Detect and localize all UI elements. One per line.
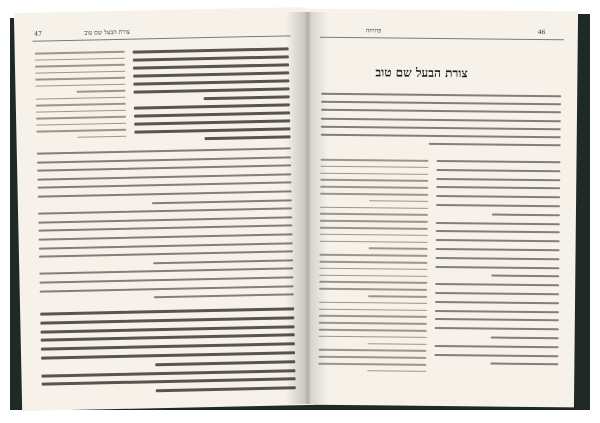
- text-line: [435, 345, 559, 348]
- right-running-head: פתיחה: [365, 27, 382, 35]
- text-line: [318, 349, 426, 352]
- text-line: [320, 220, 428, 223]
- text-line: [36, 109, 126, 112]
- text-line: [39, 250, 293, 257]
- text-line: [133, 55, 289, 61]
- text-line: [320, 206, 428, 209]
- text-line: [41, 325, 295, 333]
- text-line: [133, 71, 289, 77]
- text-line: [435, 292, 559, 295]
- text-line: [35, 51, 125, 54]
- right-intro-text: [306, 9, 578, 12]
- text-line: [39, 233, 293, 240]
- text-line: [319, 322, 427, 325]
- text-line: [205, 135, 291, 140]
- text-line: [40, 307, 294, 315]
- text-line: [435, 257, 559, 260]
- text-line: [204, 95, 290, 100]
- left-footnote-column: [14, 7, 306, 13]
- text-line: [319, 315, 427, 318]
- text-line: [436, 186, 560, 189]
- text-line: [436, 230, 560, 233]
- text-line: [133, 47, 289, 53]
- text-line: [77, 135, 127, 138]
- text-line: [37, 156, 291, 163]
- right-main-column: [306, 9, 578, 12]
- text-line: [36, 96, 126, 99]
- text-line: [320, 166, 428, 169]
- text-line: [319, 281, 427, 284]
- text-line: [319, 329, 427, 332]
- text-line: [436, 195, 560, 198]
- text-line: [435, 283, 559, 286]
- text-line: [134, 103, 290, 109]
- text-line: [36, 103, 126, 106]
- right-commentary-column: [306, 9, 578, 12]
- text-line: [436, 160, 560, 163]
- text-line: [490, 337, 558, 340]
- left-body-text: [14, 7, 306, 13]
- book-gutter-shadow: [286, 12, 328, 404]
- text-line: [319, 274, 427, 277]
- text-line: [35, 83, 125, 86]
- text-line: [156, 386, 296, 392]
- text-line: [435, 327, 559, 330]
- text-line: [321, 109, 561, 114]
- text-line: [368, 295, 427, 297]
- text-line: [492, 213, 560, 216]
- text-line: [321, 126, 561, 131]
- left-running-head: צורת הבעל שם טוב: [84, 28, 130, 37]
- right-header-rule: [320, 37, 564, 41]
- text-line: [321, 117, 561, 122]
- text-line: [320, 186, 428, 189]
- text-line: [35, 64, 125, 67]
- text-line: [42, 378, 296, 386]
- text-line: [40, 285, 294, 292]
- text-line: [39, 242, 293, 249]
- text-line: [38, 190, 292, 197]
- text-line: [319, 308, 427, 311]
- text-line: [319, 268, 427, 271]
- text-line: [436, 239, 560, 242]
- text-line: [436, 222, 560, 225]
- text-line: [154, 293, 294, 298]
- text-line: [429, 143, 561, 146]
- text-line: [41, 351, 295, 359]
- left-page: [14, 7, 314, 411]
- text-line: [41, 342, 295, 350]
- text-line: [38, 216, 292, 223]
- text-line: [35, 70, 125, 73]
- text-line: [369, 200, 428, 202]
- text-line: [321, 93, 561, 98]
- right-page: [302, 9, 578, 408]
- text-line: [318, 356, 426, 359]
- text-line: [319, 336, 427, 339]
- left-bold-passage: [14, 7, 306, 13]
- text-line: [152, 199, 292, 204]
- text-line: [320, 234, 428, 237]
- text-line: [36, 116, 126, 119]
- text-line: [320, 213, 428, 216]
- text-line: [436, 178, 560, 181]
- text-line: [76, 90, 126, 93]
- text-line: [134, 119, 290, 125]
- text-line: [41, 369, 295, 377]
- text-line: [133, 79, 289, 85]
- text-line: [321, 134, 561, 139]
- text-line: [435, 318, 559, 321]
- text-line: [35, 77, 125, 80]
- text-line: [156, 360, 296, 366]
- text-line: [38, 182, 292, 189]
- text-line: [320, 240, 428, 243]
- text-line: [39, 276, 293, 283]
- text-line: [37, 147, 291, 154]
- text-line: [436, 204, 560, 207]
- text-line: [37, 173, 291, 180]
- text-line: [35, 57, 125, 60]
- text-line: [320, 159, 428, 162]
- text-line: [436, 248, 560, 251]
- text-line: [41, 334, 295, 342]
- text-line: [490, 363, 558, 366]
- text-line: [367, 343, 426, 345]
- right-page-number: 46: [537, 29, 546, 37]
- text-line: [435, 310, 559, 313]
- text-line: [40, 316, 294, 324]
- text-line: [319, 254, 427, 257]
- text-line: [319, 261, 427, 264]
- text-line: [320, 193, 428, 196]
- text-line: [153, 259, 293, 264]
- text-line: [491, 275, 559, 278]
- text-line: [134, 87, 290, 93]
- text-line: [368, 248, 427, 250]
- text-line: [318, 363, 426, 366]
- left-header-rule: [32, 35, 290, 41]
- text-line: [36, 122, 126, 125]
- text-line: [436, 169, 560, 172]
- text-line: [134, 127, 290, 133]
- text-line: [39, 268, 293, 275]
- text-line: [36, 129, 126, 132]
- text-line: [321, 101, 561, 106]
- left-page-number: 47: [34, 30, 43, 38]
- text-line: [38, 225, 292, 232]
- text-line: [434, 354, 558, 357]
- left-text-block-main: [14, 7, 306, 13]
- text-line: [38, 208, 292, 215]
- right-page-title: צורת הבעל שם טוב: [375, 65, 468, 81]
- text-line: [37, 165, 291, 172]
- text-line: [134, 111, 290, 117]
- text-line: [367, 370, 426, 372]
- text-line: [320, 179, 428, 182]
- text-line: [320, 172, 428, 175]
- text-line: [319, 302, 427, 305]
- text-line: [435, 266, 559, 269]
- text-line: [435, 301, 559, 304]
- text-line: [319, 288, 427, 291]
- text-line: [133, 63, 289, 69]
- text-line: [320, 227, 428, 230]
